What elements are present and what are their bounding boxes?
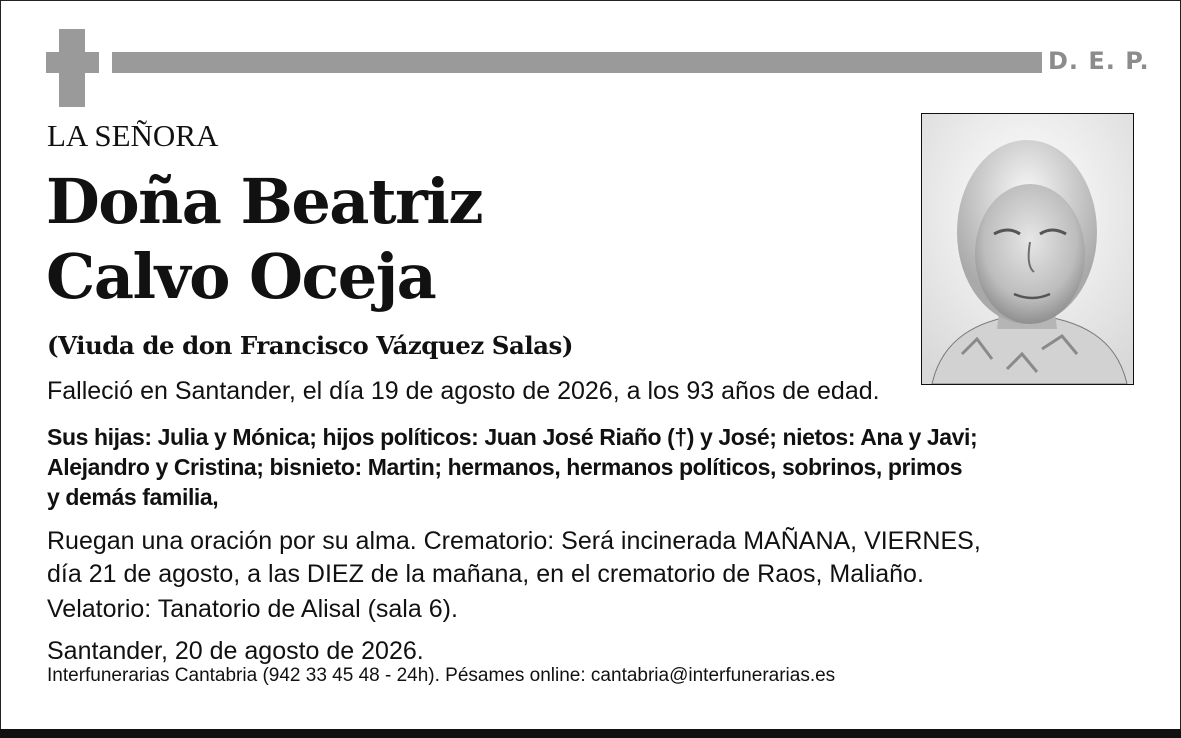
request-line-1: Ruegan una oración por su alma. Crematorio: Será incinerada MAÑANA, VIERNES, xyxy=(47,527,981,555)
portrait-photo xyxy=(921,113,1134,385)
request-line-2: día 21 de agosto, a las DIEZ de la mañana, en el crematorio de Raos, Maliaño. xyxy=(47,560,924,588)
dep-label: D. E. P. xyxy=(1048,47,1150,75)
cross-horizontal-bar xyxy=(46,52,99,73)
death-notice: Falleció en Santander, el día 19 de agosto de 2026, a los 93 años de edad. xyxy=(47,377,880,405)
deceased-name-line-2: Calvo Oceja xyxy=(46,240,436,313)
family-line-1: Sus hijas: Julia y Mónica; hijos políticos: Juan José Riaño (†) y José; nietos: Ana y Javi; xyxy=(47,424,978,450)
family-line-2: Alejandro y Cristina; bisnieto: Martin; hermanos, hermanos políticos, sobrinos, primos xyxy=(47,454,963,480)
header-rule xyxy=(112,52,1042,73)
bottom-rule xyxy=(0,729,1181,738)
portrait-illustration xyxy=(922,114,1133,384)
honorific: LA SEÑORA xyxy=(47,118,219,153)
contact-info: Interfunerarias Cantabria (942 33 45 48 - 24h). Pésames online: cantabria@interfunerarias.es xyxy=(47,665,836,686)
widow-of: (Viuda de don Francisco Vázquez Salas) xyxy=(47,331,573,360)
deceased-name-line-1: Doña Beatriz xyxy=(46,165,483,238)
place-date: Santander, 20 de agosto de 2026. xyxy=(47,637,424,665)
family-line-3: y demás familia, xyxy=(47,484,219,510)
wake-info: Velatorio: Tanatorio de Alisal (sala 6). xyxy=(47,595,458,623)
face-shape xyxy=(975,184,1085,324)
